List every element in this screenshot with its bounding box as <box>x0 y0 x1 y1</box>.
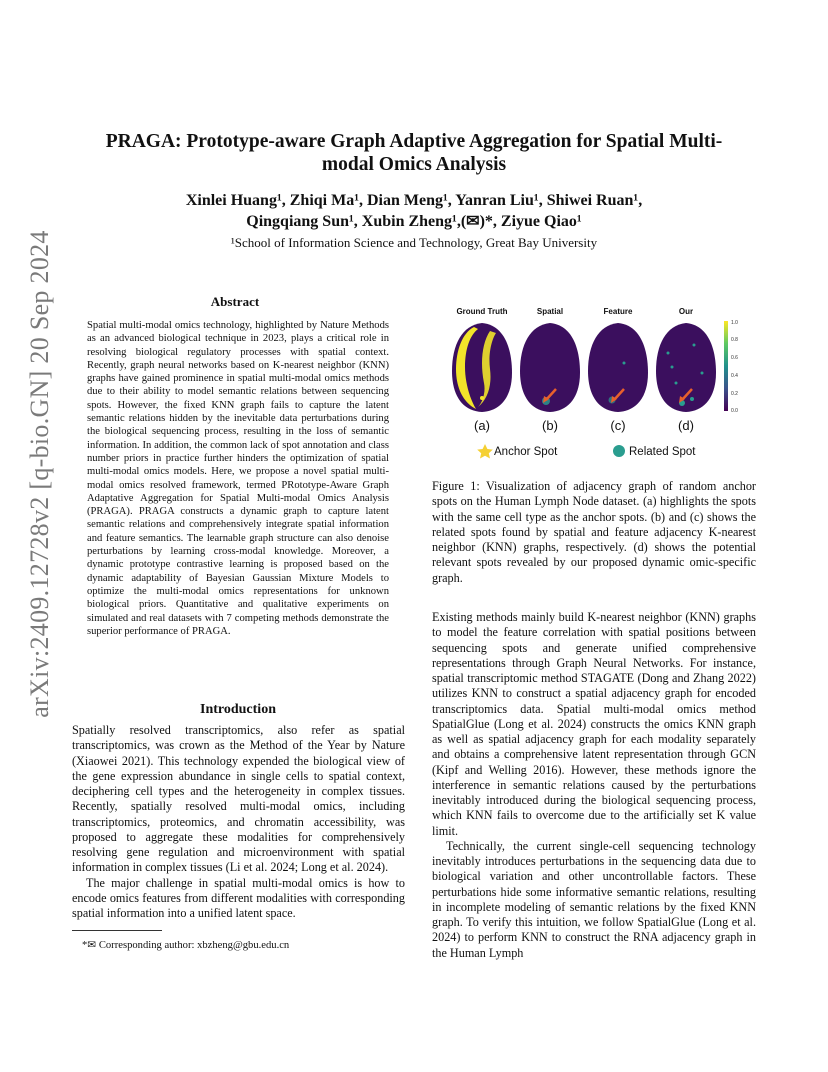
panel-title-ground-truth: Ground Truth <box>456 307 508 316</box>
colorbar-tick: 0.6 <box>731 355 738 361</box>
panel-label-a: (a) <box>474 418 490 433</box>
colorbar-tick: 0.8 <box>731 337 738 343</box>
colorbar-tick: 0.2 <box>731 391 738 397</box>
introduction-body <box>72 723 405 921</box>
panel-label-b: (b) <box>542 418 558 433</box>
star-icon <box>477 444 493 459</box>
legend-related-label: Related Spot <box>629 446 696 458</box>
panel-b-map <box>520 323 580 412</box>
colorbar-tick: 1.0 <box>731 320 738 326</box>
panel-label-c: (c) <box>610 418 626 433</box>
colorbar <box>724 321 728 411</box>
authors-line-1: Xinlei Huang¹, Zhiqi Ma¹, Dian Meng¹, Yanran Liu¹, Shiwei Ruan¹, <box>185 192 643 209</box>
figure-1 <box>432 303 762 461</box>
arxiv-stamp-text: arXiv:2409.12728v2 [q-bio.GN] 20 Sep 2024 <box>25 230 54 718</box>
footnote: *✉ Corresponding author: xbzheng@gbu.edu.cn <box>82 940 290 951</box>
affiliation: ¹School of Information Science and Technology, Great Bay University <box>230 235 598 250</box>
panel-d-map <box>656 323 716 412</box>
footnote-rule <box>72 930 162 931</box>
panel-c-map <box>588 323 648 412</box>
intro-paragraph-2: The major challenge in spatial multi-modal omics is how to encode omics features from different modalities with corresponding spatial information into a unified latent space. <box>72 875 405 920</box>
panel-title-feature: Feature <box>603 307 633 316</box>
paper-title: PRAGA: Prototype-aware Graph Adaptive Aggregation for Spatial Multi-modal Omics Analysis <box>105 131 723 175</box>
colorbar-tick: 0.0 <box>731 408 738 414</box>
panel-title-spatial: Spatial <box>536 307 564 316</box>
panel-title-our: Our <box>678 307 694 316</box>
legend-anchor-label: Anchor Spot <box>494 446 558 458</box>
abstract-heading: Abstract <box>210 294 260 309</box>
abstract-text: Spatial multi-modal omics technology, highlighted by Nature Methods as an advanced biological technique in 2023, plays a critical role in resolving biological regulatory processes with spatial context. Recently, graph neural networks based on K-nearest neighbor (KNN) graphs have gained prominence in spatial multi-modal omics methods due to their ability to model semantic relations between sequencing spots. However, the fixed KNN graph fails to capture the latent semantic relations hidden by the inevitable data perturbations during the biological sequencing process, resulting in the loss of semantic information. In addition, the common lack of spot annotation and class number priors in practice further hinders the optimization of spatial multi-modal omics models. Here, we propose a novel spatial multi-modal omics resolved framework, termed PRototype-Aware Graph Adaptative Aggregation for Spatial Multi-modal Omics Analysis (PRAGA). PRAGA constructs a dynamic graph to capture latent semantic relations and comprehensively integrate spatial information and feature semantics. The learnable graph structure can also denoise perturbations by learning cross-modal knowledge. Moreover, a dynamic prototype contrastive learning is proposed based on the dynamic adaptability of Bayesian Gaussian Mixture Models to optimize the multi-modal omics representations for unknown biological priors. Quantitative and qualitative experiments on simulated and real datasets with 7 competing methods demonstrate the superior performance of PRAGA. <box>87 320 389 637</box>
introduction-heading: Introduction <box>200 702 276 717</box>
right-paragraph-2: Technically, the current single-cell sequencing technology inevitably introduces perturbations in the sequencing data due to biological variation and other uncontrollable factors. These perturbations hide some informative semantic relations, resulting in incomplete modeling of semantic relations by the fixed KNN graph. To verify this intuition, we follow SpatialGlue (Long et al. 2024) to perform KNN to construct the RNA adjacency graph in the Human Lymph <box>432 838 756 960</box>
panel-label-d: (d) <box>678 418 694 433</box>
dot-icon <box>613 445 625 457</box>
figure-legend <box>477 444 696 459</box>
panel-a-map <box>452 323 512 412</box>
figure-caption: Figure 1: Visualization of adjacency graph of random anchor spots on the Human Lymph Node dataset. (a) highlights the spots with the same cell type as the anchor spots. (b) and (c) shows the related spots found by spatial and feature adjacency K-nearest neighbor (KNN) graphs, respectively. (d) shows the potential relevant spots revealed by our proposed dynamic omic-specific graph. <box>432 479 756 585</box>
author-list <box>100 190 728 232</box>
right-paragraph-1: Existing methods mainly build K-nearest neighbor (KNN) graphs to model the feature correlation with spatial positions between sequencing spots and generate unified comprehensive representations through Graph Neural Networks. For instance, spatial transcriptomic method STAGATE (Dong and Zhang 2022) utilizes KNN to construct a spatial adjacency graph for encoded transcriptomics data. Spatial multi-modal omics method SpatialGlue (Long et al. 2024) constructs the omics KNN graph as well as spatial adjacency graph for each modality separately and obtains a comprehensive latent representation through GCN (Kipf and Welling 2016). However, these methods ignore the interference in semantic relations caused by the perturbations inevitably introduced during the biological sequencing process, which KNN fails to overcome due to the artificially set K value limit. <box>432 610 756 838</box>
colorbar-tick: 0.4 <box>731 373 738 379</box>
intro-paragraph-1: Spatially resolved transcriptomics, also refer as spatial transcriptomics, was crown as the Method of the Year by Nature (Xiaowei 2021). This technology expended the biological view of the gene expression abundance in single cells to spatial context, deciphering cell types and the heterogeneity in complex tissues. Recently, spatially resolved multi-modal omics, including transcriptomics, proteomics, and chromatin accessibility, was proposed to aggregate these modalities for comprehensively resolving gene regulation and microenvironment with spatial information in complex tissues (Li et al. 2024; Long et al. 2024). <box>72 723 405 875</box>
right-column-body <box>432 610 756 961</box>
arxiv-stamp <box>12 230 68 718</box>
authors-line-2: Qingqiang Sun¹, Xubin Zheng¹,(✉)*, Ziyue Qiao¹ <box>246 213 582 230</box>
